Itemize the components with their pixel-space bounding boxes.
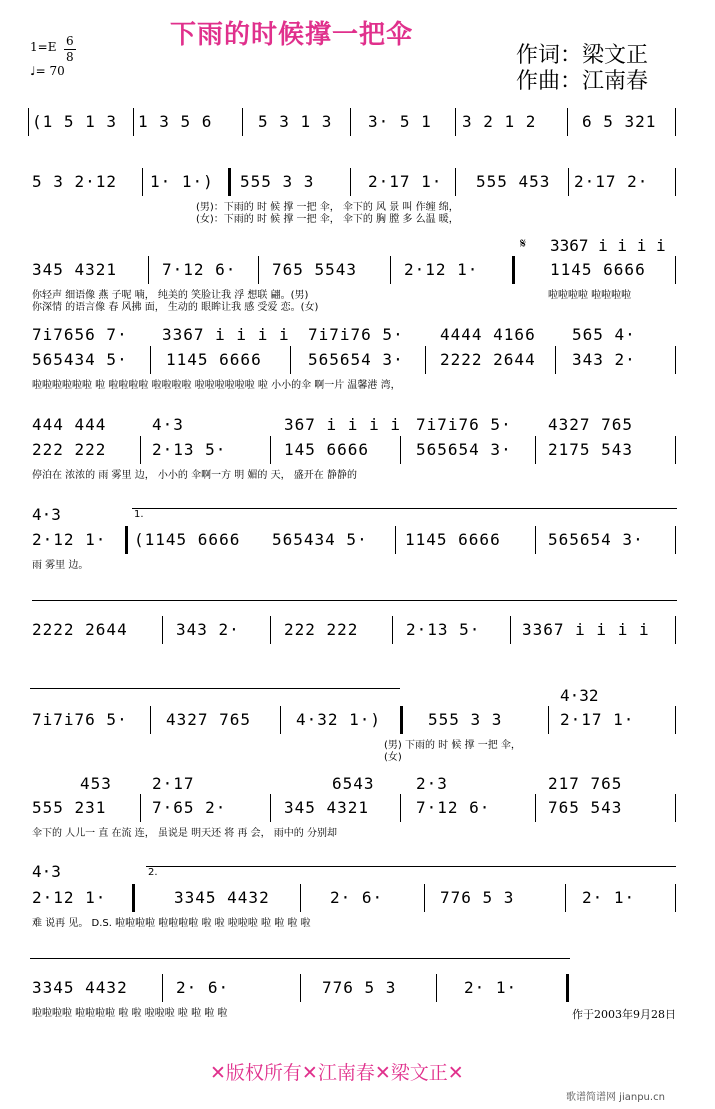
measure: 2·17 2·: [574, 172, 649, 191]
key-signature: 1=E: [30, 40, 57, 54]
bar-line: [565, 884, 566, 912]
bar-line: [300, 974, 301, 1002]
measure: 2222 2644: [440, 350, 536, 369]
bar-line: [395, 526, 396, 554]
lyrics-line: 啦啦啦啦 啦啦啦啦 啦 啦 啦啦啦 啦 啦 啦 啦: [32, 1008, 228, 1019]
volta-continuation: [30, 958, 570, 959]
upper-measure: 7i7i76 5·: [308, 325, 404, 344]
measure: 2· 6·: [176, 978, 230, 997]
measure: 345 4321: [32, 260, 118, 279]
bar-line: [436, 974, 437, 1002]
volta-line-1: [132, 508, 677, 509]
bar-line: [568, 168, 569, 196]
measure: 1145 6666: [405, 530, 501, 549]
lyrics-male: 你轻声 细语像 燕 子呢 喃， 纯美的 笑脸让我 浮 想联 翩。(男): [32, 290, 309, 301]
upper-measure: 565 4·: [572, 325, 636, 344]
score-row-1: [0, 112, 715, 140]
measure: 555 231: [32, 798, 107, 817]
bar-line: [300, 884, 301, 912]
measure: 7i7i76 5·: [32, 710, 128, 729]
lyrics-female: (女)：下雨的 时 候 撑 一把 伞， 伞下的 胸 膛 多 么温 暖，: [196, 214, 459, 225]
volta-continuation: [32, 600, 677, 601]
measure: 2·13 5·: [406, 620, 481, 639]
bar-line: [675, 346, 676, 374]
bar-line: [270, 794, 271, 822]
upper-measure: 6543: [332, 774, 375, 793]
measure: 3345 4432: [32, 978, 128, 997]
measure: 222 222: [32, 440, 107, 459]
measure: 1145 6666: [166, 350, 262, 369]
bar-line: [350, 108, 351, 136]
bar-line: [290, 346, 291, 374]
bar-line: [392, 616, 393, 644]
time-signature-top: 6: [66, 34, 74, 48]
measure: 565434 5·: [272, 530, 368, 549]
bar-line: [675, 794, 676, 822]
bar-line: [424, 884, 425, 912]
lyrics-male: (男)：下雨的 时 候 撑 一把 伞， 伞下的 风 景 叫 作缠 绵，: [196, 202, 459, 213]
bar-line: [535, 436, 536, 464]
bar-line: [142, 168, 143, 196]
score-row-6: [0, 530, 715, 558]
bar-line: [455, 168, 456, 196]
score-row-7: [0, 620, 715, 648]
repeat-bar: [132, 884, 135, 912]
upper-measure: 7i7i76 5·: [416, 415, 512, 434]
watermark: 歌谱简谱网 jianpu.cn: [566, 1092, 665, 1103]
score-row-8: [0, 710, 715, 738]
measure: (1 5 1 3: [32, 112, 118, 131]
lyrics-line: 啦啦啦啦啦啦 啦 啦啦啦啦 啦啦啦啦 啦啦啦啦啦啦 啦 小小的伞 啊一片 温馨港 湾，: [32, 380, 401, 391]
measure: 555 453: [476, 172, 551, 191]
tempo-marking: ♩= 70: [30, 64, 65, 78]
measure: 1 3 5 6: [138, 112, 213, 131]
measure: 776 5 3: [322, 978, 397, 997]
bar-line: [555, 346, 556, 374]
measure: 765 5543: [272, 260, 358, 279]
bar-line: [280, 706, 281, 734]
composer-credit: 作曲：江南春: [516, 69, 649, 94]
lyrics-tail: 啦啦啦啦 啦啦啦啦: [548, 290, 632, 301]
measure: 4·32 1·): [296, 710, 382, 729]
score-row-4: [0, 350, 715, 378]
measure: 565654 3·: [416, 440, 512, 459]
lyrics-female: (女): [384, 752, 402, 763]
measure: 7·12 6·: [162, 260, 237, 279]
measure: 765 543: [548, 798, 623, 817]
measure: 565434 5·: [32, 350, 128, 369]
bar-line: [150, 346, 151, 374]
volta-number: 1.: [134, 509, 144, 520]
bar-line: [548, 706, 549, 734]
upper-measure: 217 765: [548, 774, 623, 793]
bar-line: [400, 794, 401, 822]
composition-date: 作于2003年9月28日: [572, 1008, 676, 1021]
measure: 4327 765: [166, 710, 252, 729]
measure: 2·17 1·: [560, 710, 635, 729]
upper-measure: 2·3: [416, 774, 448, 793]
bar-line: [675, 108, 676, 136]
measure: 776 5 3: [440, 888, 515, 907]
bar-line: [140, 436, 141, 464]
bar-line: [400, 436, 401, 464]
lyrics-line: 雨 雾里 边。: [32, 560, 89, 571]
bar-line: [150, 706, 151, 734]
measure: 1· 1·): [150, 172, 214, 191]
measure: 1145 6666: [550, 260, 646, 279]
bar-line: [675, 616, 676, 644]
upper-measure: 367 i i i i: [284, 415, 401, 434]
measure: 2·12 1·: [32, 530, 107, 549]
bar-line: [162, 616, 163, 644]
bar-line: [28, 108, 29, 136]
volta-line-2: [146, 866, 676, 867]
bar-line: [258, 256, 259, 284]
bar-line: [535, 526, 536, 554]
segno-sign: 𝄋: [520, 236, 527, 252]
upper-measure: 4·32: [560, 686, 599, 705]
score-row-10: [0, 888, 715, 916]
upper-measure: 4444 4166: [440, 325, 536, 344]
upper-measure: 4·3: [152, 415, 184, 434]
upper-measure: 2·17: [152, 774, 195, 793]
measure: 3345 4432: [174, 888, 270, 907]
lyrics-line: 难 说再 见。 D.S. 啦啦啦啦 啦啦啦啦 啦 啦 啦啦啦 啦 啦 啦 啦: [32, 918, 311, 929]
bar-line: [162, 974, 163, 1002]
measure: (1145 6666: [134, 530, 241, 549]
bar-line: [675, 706, 676, 734]
measure: 2· 1·: [582, 888, 636, 907]
measure: 2175 543: [548, 440, 634, 459]
bar-line: [242, 108, 243, 136]
measure: 343 2·: [572, 350, 636, 369]
song-title: 下雨的时候撑一把伞: [170, 20, 414, 50]
upper-measure: 4·3: [32, 505, 61, 524]
bar-line: [133, 108, 134, 136]
score-row-3: [0, 260, 715, 288]
measure: 3367 i i i i: [522, 620, 650, 639]
score-row-2: [0, 172, 715, 200]
bar-line: [675, 256, 676, 284]
bar-line: [425, 346, 426, 374]
measure: 2· 1·: [464, 978, 518, 997]
bar-line: [535, 794, 536, 822]
measure: 345 4321: [284, 798, 370, 817]
copyright-banner: ✕版权所有✕江南春✕梁文正✕: [210, 1062, 464, 1084]
bar-line: [140, 794, 141, 822]
repeat-bar: [125, 526, 128, 554]
measure: 2·12 1·: [404, 260, 479, 279]
lyrics-line: 停泊在 浓浓的 雨 雾里 边， 小小的 伞啊一方 明 媚的 天， 盛开在 静静的: [32, 470, 357, 481]
measure: 6 5 321: [582, 112, 657, 131]
score-row-5: [0, 440, 715, 468]
bar-line: [675, 526, 676, 554]
measure: 3· 5 1: [368, 112, 432, 131]
measure: 2· 6·: [330, 888, 384, 907]
measure: 222 222: [284, 620, 359, 639]
measure: 2·17 1·: [368, 172, 443, 191]
volta-continuation: [30, 688, 400, 689]
measure: 5 3 1 3: [258, 112, 333, 131]
repeat-bar: [512, 256, 515, 284]
upper-measure: 4·3: [32, 862, 61, 881]
score-row-9: [0, 798, 715, 826]
measure: 7·12 6·: [416, 798, 491, 817]
bar-line: [455, 108, 456, 136]
bar-line: [148, 256, 149, 284]
upper-measure: 453: [80, 774, 112, 793]
lyricist-credit: 作词：梁文正: [516, 43, 649, 68]
lyrics-line: 伞下的 人儿一 直 在流 连， 虽说是 明天还 将 再 会， 雨中的 分别却: [32, 828, 337, 839]
bar-line: [510, 616, 511, 644]
measure: 2·13 5·: [152, 440, 227, 459]
measure: 555 3 3: [240, 172, 315, 191]
upper-voice: 3367 i i i i: [550, 236, 666, 255]
lyrics-male: (男) 下雨的 时 候 撑 一把 伞，: [384, 740, 521, 751]
measure: 7·65 2·: [152, 798, 227, 817]
bar-line: [675, 884, 676, 912]
bar-line: [675, 168, 676, 196]
repeat-bar: [400, 706, 403, 734]
bar-line: [270, 616, 271, 644]
bar-line: [350, 168, 351, 196]
measure: 555 3 3: [428, 710, 503, 729]
upper-row-5: [0, 415, 715, 443]
bar-line: [567, 108, 568, 136]
measure: 565654 3·: [548, 530, 644, 549]
measure: 565654 3·: [308, 350, 404, 369]
score-row-11: [0, 978, 715, 1006]
end-repeat-bar: [566, 974, 569, 1002]
repeat-bar: [228, 168, 231, 196]
measure: 145 6666: [284, 440, 370, 459]
bar-line: [675, 436, 676, 464]
measure: 3 2 1 2: [462, 112, 537, 131]
measure: 2222 2644: [32, 620, 128, 639]
volta-number: 2.: [148, 867, 158, 878]
upper-measure: 3367 i i i i: [162, 325, 290, 344]
bar-line: [390, 256, 391, 284]
measure: 2·12 1·: [32, 888, 107, 907]
measure: 5 3 2·12: [32, 172, 118, 191]
upper-row-4: [0, 325, 715, 353]
lyrics-female: 你深情 的语言像 春 风拂 面， 生动的 眼眸让我 感 受爱 恋。(女): [32, 302, 319, 313]
upper-measure: 444 444: [32, 415, 107, 434]
upper-measure: 7i7656 7·: [32, 325, 128, 344]
measure: 343 2·: [176, 620, 240, 639]
time-signature-bottom: 8: [66, 50, 74, 64]
bar-line: [270, 436, 271, 464]
upper-measure: 4327 765: [548, 415, 634, 434]
